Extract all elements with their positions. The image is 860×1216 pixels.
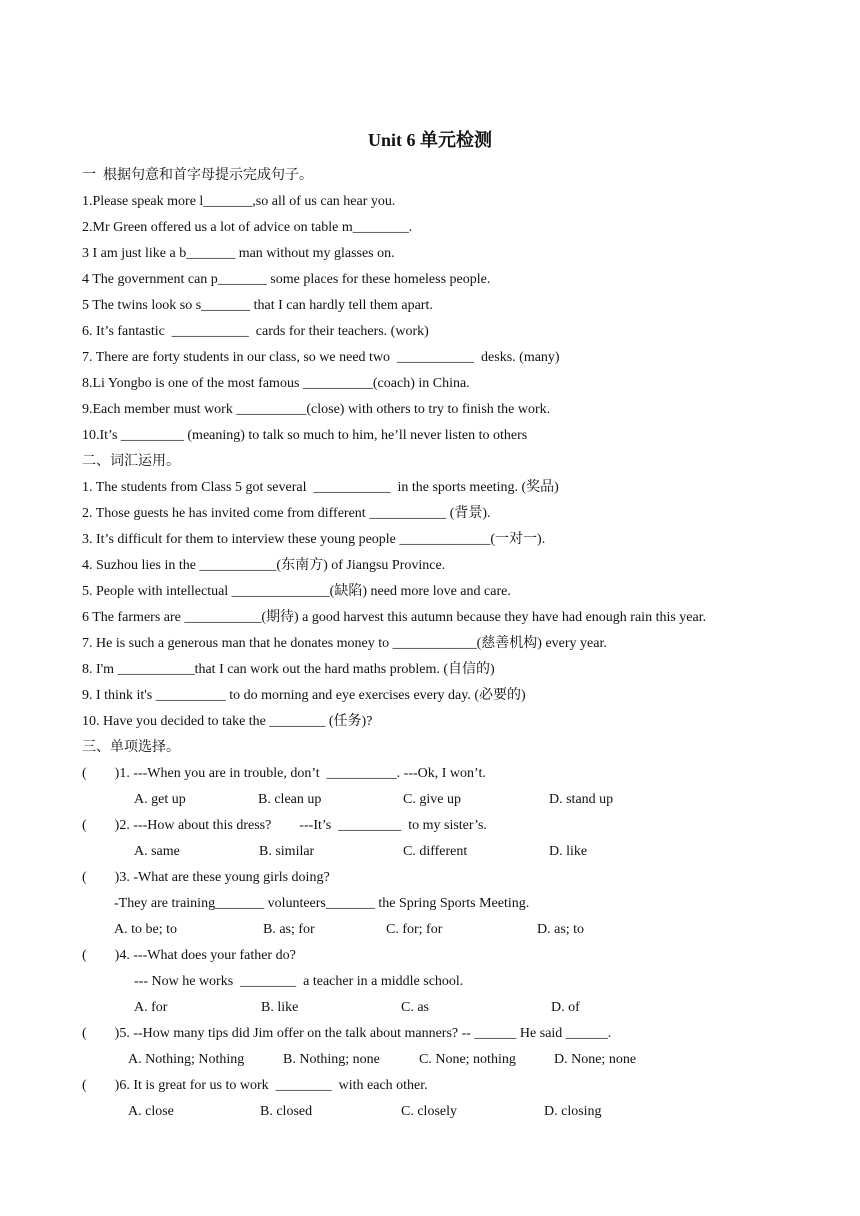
- q4-extra: --- Now he works ________ a teacher in a middle school.: [134, 974, 464, 989]
- section-1-heading: 一 根据句意和首字母提示完成句子。: [82, 168, 313, 183]
- s1-item-5: 5 The twins look so s_______ that I can hardly tell them apart.: [82, 298, 433, 313]
- section-2-heading: 二、词汇运用。: [82, 454, 180, 469]
- q3-stem: ( )3. -What are these young girls doing?: [82, 870, 330, 885]
- q3-extra: -They are training_______ volunteers_______ the Spring Sports Meeting.: [114, 896, 530, 911]
- q2-option-b: B. similar: [259, 844, 315, 859]
- s2-item-10: 10. Have you decided to take the ________ (任务)?: [82, 714, 373, 729]
- q1-option-d: D. stand up: [549, 792, 614, 807]
- s2-item-9: 9. I think it's __________ to do morning and eye exercises every day. (必要的): [82, 688, 526, 703]
- s1-item-10: 10.It’s _________ (meaning) to talk so much to him, he’ll never listen to others: [82, 428, 528, 443]
- q4-option-d: D. of: [551, 1000, 580, 1015]
- s2-item-3: 3. It’s difficult for them to interview these young people _____________(一对一).: [82, 532, 546, 547]
- section-3-heading: 三、单项选择。: [82, 740, 180, 755]
- q6-option-a: A. close: [128, 1104, 174, 1119]
- q6-stem: ( )6. It is great for us to work ________ with each other.: [82, 1078, 428, 1093]
- q4-option-b: B. like: [261, 1000, 299, 1015]
- q3-option-a: A. to be; to: [114, 922, 177, 937]
- s1-item-6: 6. It’s fantastic ___________ cards for their teachers. (work): [82, 324, 429, 339]
- q5-option-d: D. None; none: [554, 1052, 637, 1067]
- s1-item-9: 9.Each member must work __________(close) with others to try to finish the work.: [82, 402, 551, 417]
- q1-option-b: B. clean up: [258, 792, 322, 807]
- s2-item-6: 6 The farmers are ___________(期待) a good harvest this autumn because they have had enough rain this year.: [82, 610, 707, 625]
- q1-option-c: C. give up: [403, 792, 461, 807]
- q3-option-d: D. as; to: [537, 922, 585, 937]
- page-title: Unit 6 单元检测: [367, 130, 492, 150]
- q5-option-a: A. Nothing; Nothing: [128, 1052, 245, 1067]
- q3-option-c: C. for; for: [386, 922, 443, 937]
- q3-option-b: B. as; for: [263, 922, 315, 937]
- q2-option-d: D. like: [549, 844, 588, 859]
- q5-option-c: C. None; nothing: [419, 1052, 516, 1067]
- q5-stem: ( )5. --How many tips did Jim offer on the talk about manners? -- ______ He said ______.: [82, 1026, 612, 1041]
- s1-item-4: 4 The government can p_______ some places for these homeless people.: [82, 272, 491, 287]
- s2-item-2: 2. Those guests he has invited come from different ___________ (背景).: [82, 506, 491, 521]
- s2-item-8: 8. I'm ___________that I can work out the hard maths problem. (自信的): [82, 662, 495, 677]
- s1-item-2: 2.Mr Green offered us a lot of advice on table m________.: [82, 220, 413, 235]
- q2-stem: ( )2. ---How about this dress? ---It’s _________ to my sister’s.: [82, 818, 487, 833]
- q6-option-c: C. closely: [401, 1104, 457, 1119]
- q4-option-c: C. as: [401, 1000, 429, 1015]
- s1-item-1: 1.Please speak more l_______,so all of us can hear you.: [82, 194, 396, 209]
- q4-stem: ( )4. ---What does your father do?: [82, 948, 296, 963]
- q5-option-b: B. Nothing; none: [283, 1052, 380, 1067]
- s2-item-1: 1. The students from Class 5 got several ___________ in the sports meeting. (奖品): [82, 480, 559, 495]
- s2-item-7: 7. He is such a generous man that he donates money to ____________(慈善机构) every year.: [82, 636, 607, 651]
- s1-item-7: 7. There are forty students in our class, so we need two ___________ desks. (many): [82, 350, 560, 365]
- q1-option-a: A. get up: [134, 792, 186, 807]
- q6-option-b: B. closed: [260, 1104, 313, 1119]
- s2-item-4: 4. Suzhou lies in the ___________(东南方) of Jiangsu Province.: [82, 558, 446, 573]
- q4-option-a: A. for: [134, 1000, 168, 1015]
- q6-option-d: D. closing: [544, 1104, 602, 1119]
- s2-item-5: 5. People with intellectual ______________(缺陷) need more love and care.: [82, 584, 511, 599]
- q2-option-c: C. different: [403, 844, 468, 859]
- s1-item-8: 8.Li Yongbo is one of the most famous __________(coach) in China.: [82, 376, 470, 391]
- q1-stem: ( )1. ---When you are in trouble, don’t __________. ---Ok, I won’t.: [82, 766, 486, 781]
- s1-item-3: 3 I am just like a b_______ man without my glasses on.: [82, 246, 395, 261]
- q2-option-a: A. same: [134, 844, 180, 859]
